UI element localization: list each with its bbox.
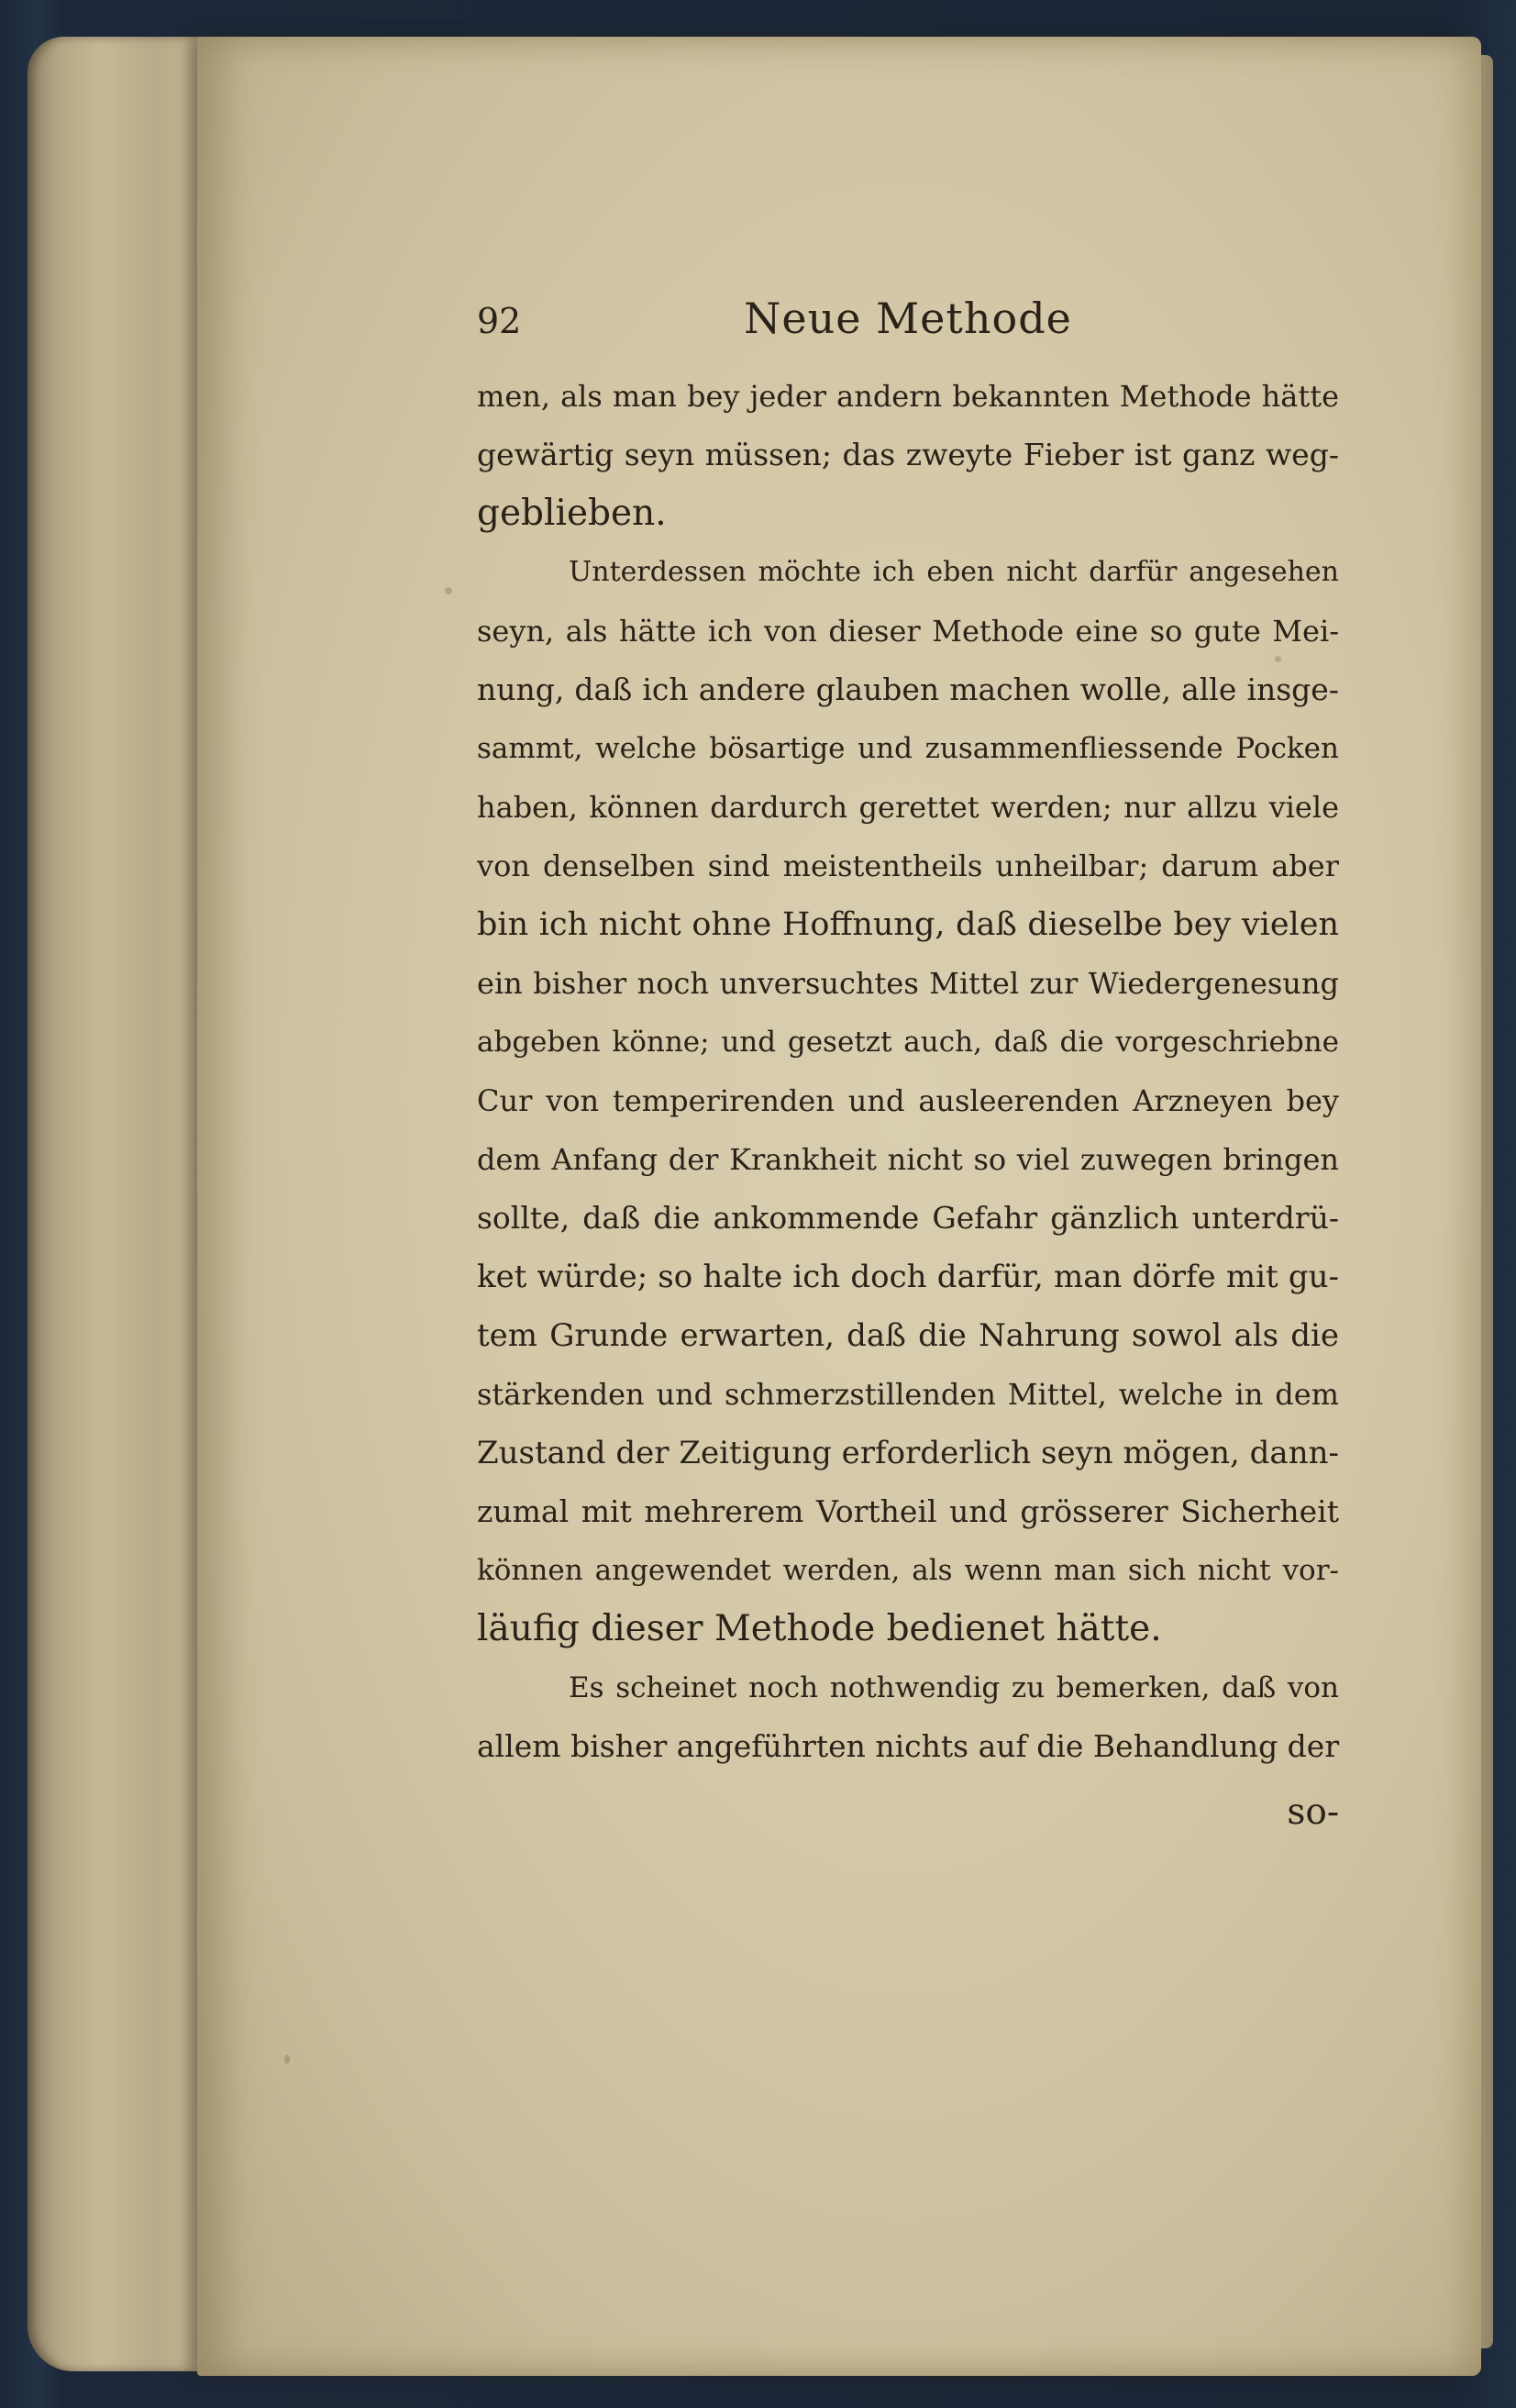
- text-line: men, als man bey jeder andern bekannten Methode hätte: [477, 379, 1339, 414]
- text-line: Es scheinet noch nothwendig zu bemerken, daß von: [569, 1671, 1339, 1704]
- running-head: [477, 294, 1339, 367]
- text-line: geblieben.: [477, 493, 667, 534]
- text-block: [477, 294, 1339, 1842]
- text-line: läufig dieser Methode bedienet hätte.: [477, 1608, 1162, 1649]
- text-line: zumal mit mehrerem Vortheil und grösserer Sicherheit: [477, 1493, 1339, 1529]
- text-line: gewärtig seyn müssen; das zweyte Fieber ist ganz weg-: [477, 437, 1339, 472]
- paper-spot: [445, 587, 452, 594]
- text-line: sollte, daß die ankommende Gefahr gänzlich unterdrü-: [477, 1200, 1339, 1236]
- page-number: 92: [477, 301, 522, 341]
- catchword: so-: [1287, 1792, 1339, 1833]
- text-line: tem Grunde erwarten, daß die Nahrung sowol als die: [477, 1317, 1339, 1354]
- text-line: Unterdessen möchte ich eben nicht darfür angesehen: [569, 556, 1339, 588]
- text-line: Zustand der Zeitigung erforderlich seyn mögen, dann-: [477, 1435, 1339, 1471]
- text-line: allem bisher angeführten nichts auf die Behandlung der: [477, 1728, 1340, 1764]
- text-line: nung, daß ich andere glauben machen wolle, alle insge-: [477, 671, 1339, 707]
- text-line: von denselben sind meistentheils unheilbar; darum aber: [477, 849, 1339, 883]
- text-line: seyn, als hätte ich von dieser Methode eine so gute Mei-: [477, 614, 1339, 649]
- text-line: dem Anfang der Krankheit nicht so viel zuwegen bringen: [477, 1142, 1339, 1177]
- text-line: abgeben könne; und gesetzt auch, daß die vorgeschriebne: [477, 1026, 1339, 1059]
- paper-spot: [284, 2055, 290, 2064]
- running-title: Neue Methode: [744, 294, 1072, 343]
- text-line: sammt, welche bösartige und zusammenfliessende Pocken: [477, 732, 1339, 765]
- text-line: bin ich nicht ohne Hoffnung, daß dieselbe bey vielen: [477, 906, 1339, 943]
- text-line: ket würde; so halte ich doch darfür, man dörfe mit gu-: [477, 1259, 1339, 1295]
- text-line: Cur von temperirenden und ausleerenden Arzneyen bey: [477, 1083, 1339, 1118]
- text-line: stärkenden und schmerzstillenden Mittel, welche in dem: [477, 1377, 1339, 1412]
- text-line: können angewendet werden, als wenn man sich nicht vor-: [477, 1554, 1339, 1587]
- text-line: haben, können dardurch gerettet werden; nur allzu viele: [477, 790, 1339, 825]
- text-line: ein bisher noch unversuchtes Mittel zur Wiedergenesung: [477, 966, 1339, 1001]
